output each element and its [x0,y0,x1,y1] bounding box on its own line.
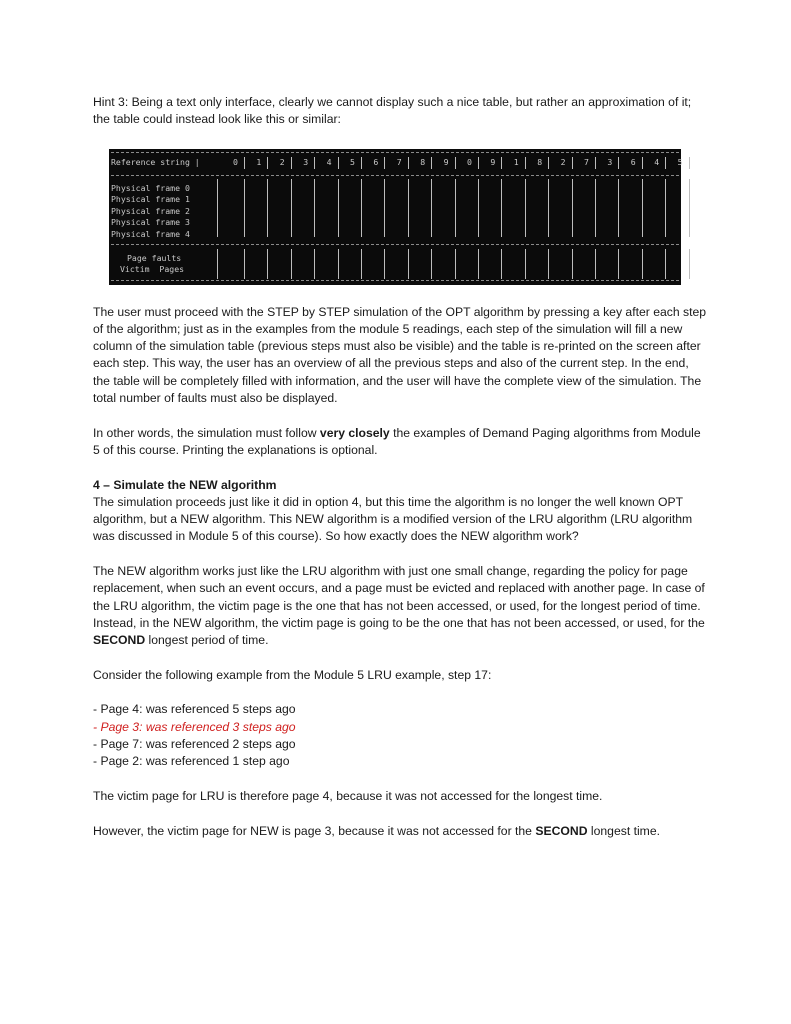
terminal-column-separator [689,157,690,169]
terminal-column-separator [267,179,268,237]
terminal-frame-label: Physical frame 2 [111,205,190,216]
hint-paragraph: Hint 3: Being a text only interface, clearly we cannot display such a nice table, but rather an approximation of it; the table could instead look like this or similar: [93,95,692,127]
terminal-reference-value: 1 [256,156,262,167]
terminal-reference-value: 3 [303,156,309,167]
terminal-reference-value: 2 [560,156,566,167]
list-item: - Page 2: was referenced 1 step ago [93,754,290,769]
terminal-divider [111,175,679,176]
document-page [93,94,708,840]
terminal-column-separator [595,179,596,237]
terminal-frame-label: Physical frame 1 [111,194,190,205]
terminal-column-separator [618,157,619,169]
terminal-column-separator [361,179,362,237]
terminal-frame-label: Physical frame 0 [111,182,190,193]
terminal-reference-value: 4 [326,156,332,167]
terminal-divider [111,152,679,153]
terminal-column-separator [291,179,292,237]
terminal-column-separator [455,249,456,279]
terminal-column-separator [267,157,268,169]
terminal-column-separator [291,249,292,279]
terminal-column-separator [525,157,526,169]
terminal-column-separator [572,249,573,279]
terminal-reference-value: 8 [537,156,543,167]
terminal-divider [111,244,679,245]
terminal-header-label: Reference string | [111,156,200,167]
terminal-column-separator [217,179,218,237]
terminal-column-separator [665,157,666,169]
terminal-reference-value: 6 [630,156,636,167]
terminal-footer-label: Page faults [127,252,182,263]
terminal-footer-label: Victim Pages [120,264,185,275]
terminal-column-separator [314,179,315,237]
terminal-column-separator [689,249,690,279]
terminal-column-separator [384,249,385,279]
terminal-reference-value: 5 [677,156,683,167]
terminal-reference-value: 7 [396,156,402,167]
terminal-column-separator [665,179,666,237]
terminal-reference-value: 2 [279,156,285,167]
list-item-highlighted: - Page 3: was referenced 3 steps ago [93,719,296,734]
terminal-column-separator [642,179,643,237]
terminal-reference-value: 7 [584,156,589,167]
terminal-frame-label: Physical frame 4 [111,228,190,239]
terminal-column-separator [408,179,409,237]
terminal-reference-value: 4 [654,156,660,167]
terminal-column-separator [501,157,502,169]
terminal-reference-value: 3 [607,156,613,167]
terminal-column-separator [244,249,245,279]
terminal-column-separator [384,157,385,169]
terminal-column-separator [384,179,385,237]
terminal-column-separator [314,157,315,169]
terminal-column-separator [431,179,432,237]
terminal-column-separator [314,249,315,279]
terminal-column-separator [525,179,526,237]
victim-lru-paragraph: The victim page for LRU is therefore page 4, because it was not accessed for the longest time. [93,788,603,803]
terminal-column-separator [642,249,643,279]
terminal-column-separator [338,157,339,169]
terminal-column-separator [525,249,526,279]
terminal-column-separator [595,249,596,279]
terminal-column-separator [361,157,362,169]
terminal-column-separator [548,179,549,237]
terminal-reference-value: 9 [443,156,449,167]
terminal-column-separator [501,179,502,237]
new-algorithm-paragraph: The simulation proceeds just like it did in option 4, but this time the algorithm is no longer the well known OPT algorithm, but a NEW algorithm. This NEW algorithm is a modified version of the LRU algorithm (LRU algorithm was discussed in Module 5 of this course). So how exactly does the NEW algorithm work? [93,494,693,544]
terminal-column-separator [618,249,619,279]
terminal-column-separator [455,157,456,169]
terminal-reference-value: 6 [373,156,379,167]
terminal-column-separator [291,157,292,169]
terminal-column-separator [408,157,409,169]
terminal-column-separator [217,249,218,279]
terminal-header-row [111,156,683,168]
terminal-column-separator [548,249,549,279]
terminal-column-separator [244,157,245,169]
terminal-column-separator [244,179,245,237]
terminal-column-separator [361,249,362,279]
terminal-column-separator [338,179,339,237]
terminal-frame-label: Physical frame 3 [111,217,190,228]
terminal-column-separator [548,157,549,169]
terminal-column-separator [478,179,479,237]
terminal-column-separator [455,179,456,237]
terminal-reference-value: 9 [490,156,496,167]
terminal-reference-value: 1 [513,156,519,167]
list-item: - Page 7: was referenced 2 steps ago [93,737,296,752]
terminal-column-separator [595,157,596,169]
terminal-reference-value: 8 [420,156,426,167]
terminal-column-separator [338,249,339,279]
terminal-table-image [109,149,681,285]
terminal-column-separator [689,179,690,237]
section-title: 4 – Simulate the NEW algorithm [93,477,277,492]
terminal-reference-value: 5 [350,156,355,167]
terminal-column-separator [665,249,666,279]
terminal-column-separator [431,157,432,169]
terminal-column-separator [478,157,479,169]
new-works-paragraph: The NEW algorithm works just like the LRU algorithm with just one small change, regarding the policy for page replacement, when such an event occurs, and a page must be evicted and replaced with another page. In case of the LRU algorithm, the victim page is the one that has not been accessed, or used, for the longest period of time. Instead, in the NEW algorithm, the victim page is going to be the one that has not been accessed, or used, for the SECOND longest period of time. [93,564,705,648]
victim-new-paragraph: However, the victim page for NEW is page 3, because it was not accessed for the SECOND longest time. [93,823,660,838]
terminal-column-separator [478,249,479,279]
terminal-column-separator [572,179,573,237]
terminal-column-separator [618,179,619,237]
other-words-paragraph: In other words, the simulation must follow very closely the examples of Demand Paging algorithms from Module 5 of this course. Printing the explanations is optional. [93,425,701,457]
terminal-reference-value: 0 [467,156,472,167]
list-item: - Page 4: was referenced 5 steps ago [93,702,296,717]
terminal-reference-value: 0 [233,156,238,167]
step-paragraph: The user must proceed with the STEP by STEP simulation of the OPT algorithm by pressing a key after each step of the algorithm; just as in the examples from the module 5 readings, each step of the simulation will fill a new column of the simulation table (previous steps must also be visible) and the table is re-printed on the screen after each step. This way, the user has an overview of all the previous steps and also of the current step. In the end, the table will be completely filled with information, and the user will have the complete view of the simulation. The total number of faults must also be displayed. [93,304,707,406]
terminal-column-separator [408,249,409,279]
terminal-column-separator [431,249,432,279]
terminal-divider [111,280,679,281]
terminal-column-separator [642,157,643,169]
terminal-column-separator [267,249,268,279]
terminal-column-separator [572,157,573,169]
terminal-column-separator [501,249,502,279]
consider-paragraph: Consider the following example from the Module 5 LRU example, step 17: [93,667,492,682]
